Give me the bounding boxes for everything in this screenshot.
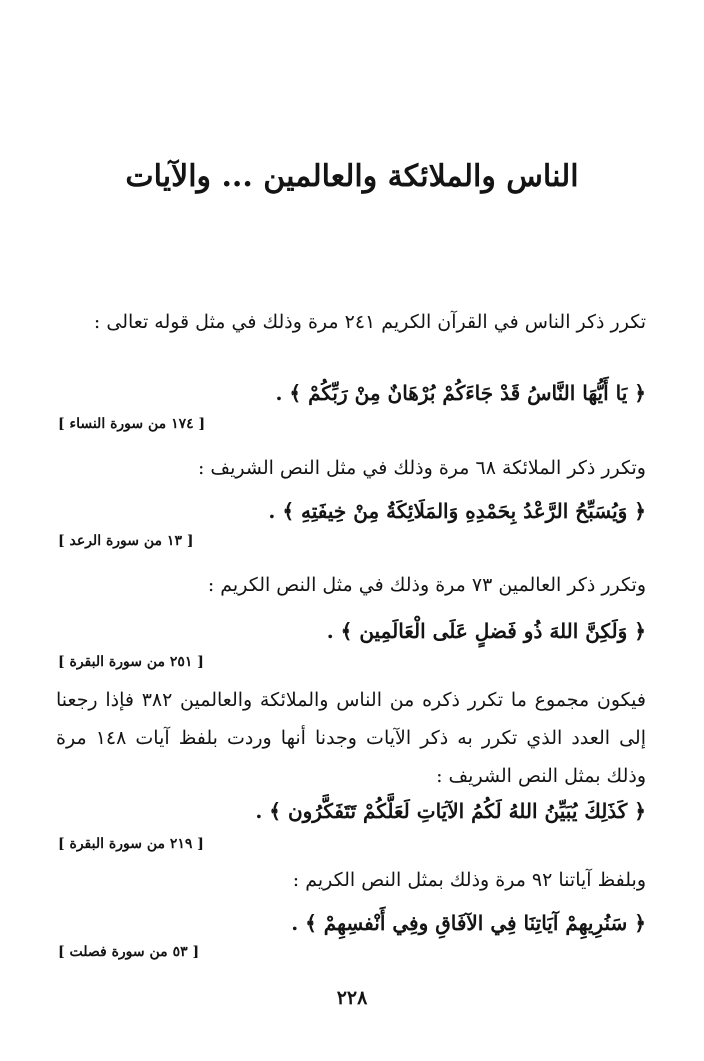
- verse-nisa: ﴿ يَا أَيُّهَا النَّاسُ قَدْ جَاءَكُمْ بُرْهَانٌ مِنْ رَبِّكُمْ ﴾ .: [275, 381, 646, 405]
- verse-baqara-251: ﴿ وَلَكِنَّ اللهَ ذُو فَضلٍ عَلَى الْعَالَمِين ﴾ .: [326, 619, 646, 643]
- paragraph-angels: وتكرر ذكر الملائكة ٦٨ مرة وذلك في مثل النص الشريف :: [197, 457, 646, 479]
- paragraph-people: تكرر ذكر الناس في القرآن الكريم ٢٤١ مرة وذلك في مثل قوله تعالى :: [93, 311, 646, 333]
- paragraph-total: فيكون مجموع ما تكرر ذكره من الناس والملائكة والعالمين ٣٨٢ فإذا رجعنا إلى العدد الذي تكرر به ذكر الآيات وجدنا أنها وردت بلفظ آيات ١٤٨ مرة وذلك بمثل النص الشريف :: [56, 689, 646, 787]
- reference-raad: [ ١٣ من سورة الرعد ]: [58, 533, 194, 549]
- reference-fussilat: [ ٥٣ من سورة فصلت ]: [58, 944, 200, 960]
- paragraph-worlds: وتكرر ذكر العالمين ٧٣ مرة وذلك في مثل النص الكريم :: [207, 574, 646, 596]
- reference-baqara-251: [ ٢٥١ من سورة البقرة ]: [58, 654, 204, 670]
- paragraph-our-signs: وبلفظ آياتنا ٩٢ مرة وذلك بمثل النص الكريم :: [292, 869, 646, 891]
- verse-raad: ﴿ وَيُسَبِّحُ الرَّعْدُ بِحَمْدِهِ وَالمَلَائِكَةُ مِنْ خِيفَتِهِ ﴾ .: [268, 499, 646, 523]
- reference-baqara-219: [ ٢١٩ من سورة البقرة ]: [58, 836, 204, 852]
- reference-nisa: [ ١٧٤ من سورة النساء ]: [58, 416, 206, 432]
- page-number: ٢٢٨: [336, 987, 368, 1009]
- verse-baqara-219: ﴿ كَذَلِكَ يُبَيِّنُ اللهُ لَكُمُ الآيَاتِ لَعَلَّكُمْ تَتَفَكَّرُون ﴾ .: [255, 799, 646, 823]
- verse-fussilat: ﴿ سَنُرِيهِمْ آيَاتِنَا فِي الآفَاقِ وفِي أَنْفسِهِمْ ﴾ .: [291, 911, 646, 935]
- page-title: الناس والملائكة والعالمين ... والآيات: [125, 159, 579, 194]
